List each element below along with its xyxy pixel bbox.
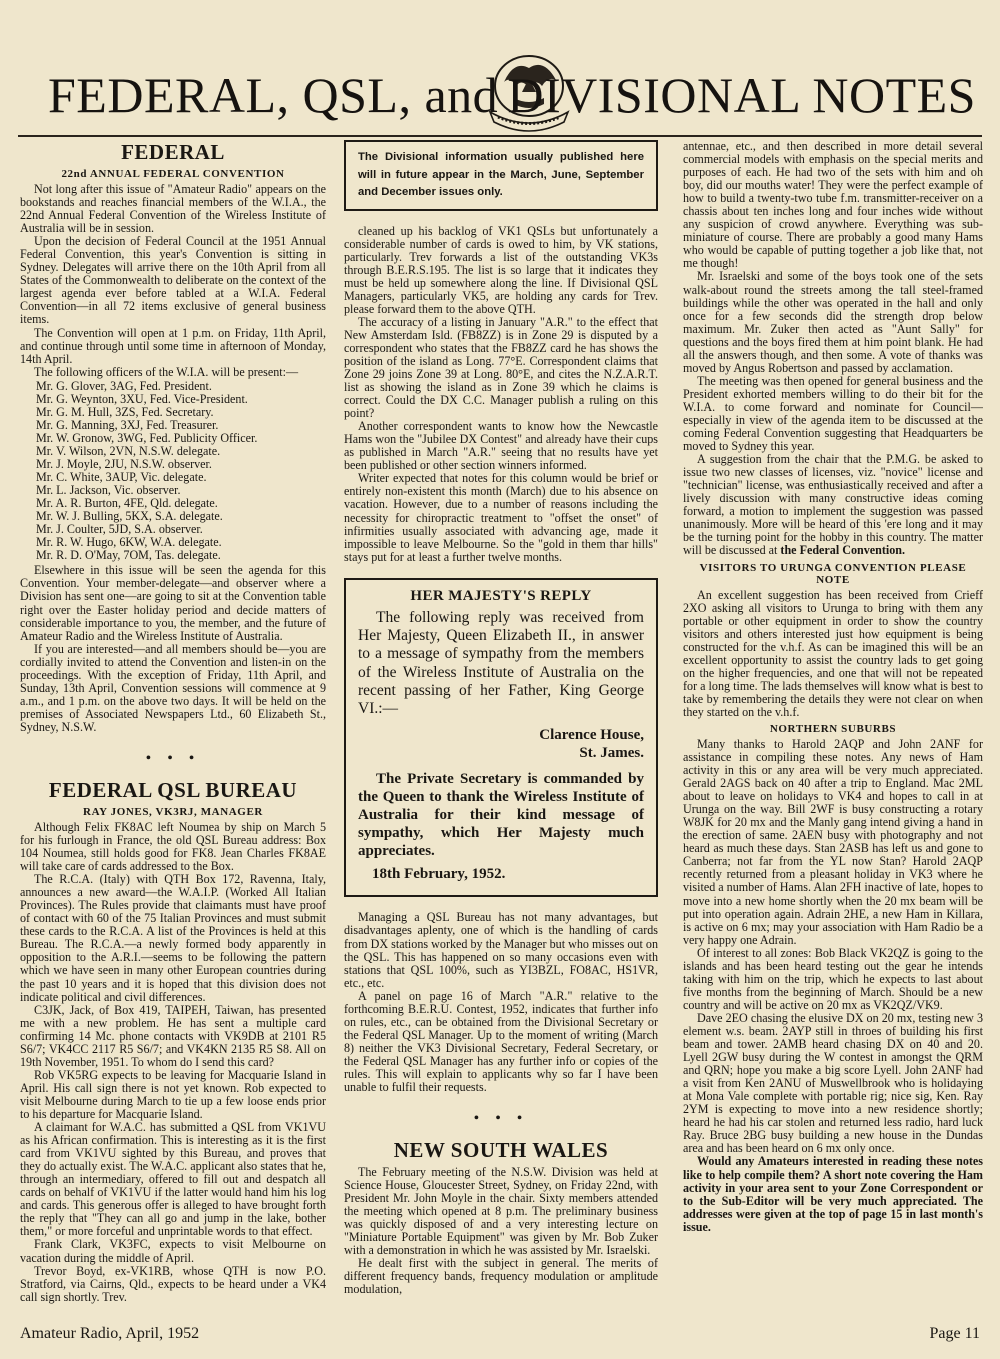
footer-page-number: Page 11 [929,1325,980,1342]
her-majestys-reply-heading: HER MAJESTY'S REPLY [410,587,592,604]
officer-item: Mr. G. Manning, 3XJ, Fed. Treasurer. [36,417,219,432]
paragraph: The February meeting of the N.S.W. Division was held at Science House, Gloucester Street, Sydney, on Friday 22nd, with President Mr. John Moyle in the chair. Sixty members attended the meeting which opened at 8 p.m. The preliminary business was quickly disposed of and a very interesting lecture on "Miniature Portable Equipment" was given by Mr. Bob Zuker with a demonstration in which he was assisted by Mr. Israelski. [344,1165,658,1258]
paragraph-text: A suggestion from the chair that the P.M.G. be asked to issue two new classes of licenses, viz. "novice" license and "technician" license, was enthusiastically received and after a lively discussion with many constructive ideas coming forward, a motion to implement the suggestion was passed unanimously. More will be heard of this 'ere long and it may be the turning point for the hobby in this country. The matter will be discussed at [683,452,983,558]
qsl-bureau-subheading: RAY JONES, VK3RJ, MANAGER [83,805,263,818]
officer-item: Mr. A. R. Burton, 4FE, Qld. delegate. [36,496,218,511]
paragraph: He dealt first with the subject in general. The merits of different frequency bands, frequency modulation or amplitude modulation, [344,1256,658,1297]
paragraph: Mr. Israelski and some of the boys took one of the sets walk-about round the streets among the tall steel-framed buildings while the other was operated in the hall and only once for a few seconds did the strength drop below maximum. Mr. Zuker then acted as "Aunt Sally" for questions and the boys fired them at him point blank. He had all the answers though, and then some. A vote of thanks was moved by Angus Robertson and passed by acclamation. [683,269,983,375]
column-1 [20,140,326,1320]
paragraph: Not long after this issue of "Amateur Radio" appears on the bookstands and reaches financial members of the W.I.A., the 22nd Annual Federal Convention of the Wireless Institute of Australia will be in session. [20,182,326,236]
paragraph: Frank Clark, VK3FC, expects to visit Melbourne on vacation during the middle of April. [20,1237,326,1265]
reply-address [358,726,644,762]
officer-item: Mr. G. Glover, 3AG, Fed. President. [36,378,212,393]
emphasis-text: the Federal Convention. [780,543,906,558]
column-3 [683,140,983,1320]
reply-address-line: St. James. [579,745,644,762]
paragraph: Trevor Boyd, ex-VK1RB, whose QTH is now P.O. Stratford, via Cairns, Qld., expects to be heard under a VK4 call sign shortly. Trev. [20,1263,326,1304]
paragraph [683,453,983,557]
paragraph: A panel on page 16 of March "A.R." relative to the forthcoming B.E.R.U. Contest, 1952, indicates that further info on rules, etc., can be obtained from the Divisional Secretary or the Federal QSL Manager. Up to the moment of writing (March 8) neither the VK3 Divisional Secretary, Federal Secretary, or the Federal QSL Manager has any further info or copies of the rules. This will explain to applicants why so far I have been unable to fulfil their requests. [344,988,658,1095]
section-divider: • • • [145,749,201,767]
paragraph: An excellent suggestion has been received from Crieff 2XO asking all visitors to Urunga to bring with them any portable or other equipment in order to show the country visitors and others interested just how equipment is being constructed for the v.h.f. As can be imagined this will be an excellent opportunity to assist the country lads to get going on the higher frequencies, and one that will not be repeated for a long time. The lads themselves will know what is best to take by remembering the details they were not clear on when they started on the v.h.f. [683,587,983,719]
paragraph: Of interest to all zones: Bob Black VK2QZ is going to the islands and has been heard testing out the gear he intends taking with him on the trip, which he expects to last about five months from the beginning of March. Should be a new country and will be active on 20 mx as VK2QZ/VK9. [683,945,983,1012]
reply-date: 18th February, 1952. [372,866,506,883]
paragraph: Many thanks to Harold 2AQP and John 2ANF for assistance in compiling these notes. Any news of Ham activity in this or any area will be very much appreciated. Gerald 2AGS back on 40 after a trip to England. Mac 2ML about to leave on holidays to VK4 and hopes to call in at Urunga on the way. Bill 2WF is busy constructing a rotary W8JK for 20 mx and the Manly gang intend giving a hand in the erection of same. 2AEN busy with photography and not heard as much these days. Stan 2ASB has left us and gone to Canberra; not far from the YL now Stan? Harold 2AQP recently returned from a pleasant holiday in VK3 where he visited a number of Hams. Alan 2FH inactive of late, hopes to move into a new home shortly when the 20 mx beam will be put into operation again. Adrain 2HE, a new Ham in Killara, is active on 6 mx; may your association with Ham Radio be a very happy one Adrain. [683,736,983,947]
paragraph: cleaned up his backlog of VK1 QSLs but unfortunately a considerable number of cards is owed to him, by VK stations, particularly. Trev forwards a list of the outstanding VK3s through B.E.R.S.195. The list is so large that it indicates they must be held up somewhere along the line. If Divisional QSL Managers, particularly VK5, are holding any cards for Trev. please forward them to the above QTH. [344,223,658,316]
paragraph: antennae, etc., and then described in more detail several commercial models with emphasis on the special merits and purposes of each. He had two of the sets with him and oh boy, did our mouths water! They were the perfect example of how to build a twenty-two tube f.m. transmitter-receiver on a chassis about ten inches long and four inches wide without any suspicion of crowd anywhere. Everything was sub-miniature of course. There are probably a good many Hams who would be capable of putting together a job like that, not me though! [683,140,983,271]
officer-item: Mr. C. White, 3AUP, Vic. delegate. [36,470,207,485]
divisional-notice-box: The Divisional information usually published here will in future appear in the March, June, September and December issues only. [344,140,658,211]
paragraph: The Convention will open at 1 p.m. on Friday, 11th April, and continue through until some time in afternoon of Monday, 14th April. [20,325,326,366]
paragraph: Another correspondent wants to know how the Newcastle Hams won the "Jubilee DX Contest" and already have their cups as published in March "A.R." seeing that no results have yet been published or other section winners informed. [344,419,658,473]
paragraph: Managing a QSL Bureau has not many advantages, but disadvantages aplenty, one of which is the handling of cards from DX stations worked by the Manager but who misses out on the QSL. This has happened on so many occasions even with stations that QSL 100%, such as YI3BZL, FO8AC, HS1VR, etc., etc. [344,910,658,990]
reply-message: The Private Secretary is commanded by the Queen to thank the Wireless Institute of Australia for their kind message of sympathy, which Her Majesty much appreciates. [358,771,644,860]
paragraph: Elsewhere in this issue will be seen the agenda for this Convention. Your member-delegate—and observer where a Division has sent one—are going to sit at the Convention table right over the Easter holiday period and decide matters of considerable importance to you, the member, and the future of Amateur Radio and the Wireless Institute of Australia. [20,563,326,643]
paragraph: The meeting was then opened for general business and the President exhorted members willing to do their bit for the W.I.A. to come forward and nominate for Council—especially in view of the agenda item to be discussed at the coming Federal Convention suggesting that Headquarters be moved to Sydney this year. [683,373,983,454]
paragraph: Dave 2EO chasing the elusive DX on 20 mx, testing new 3 element w.s. beam. 2AYP still in throes of building his first beam and tower. 2AMB heard chasing DX on 40 and 20. Lyell 2GW busy during the W contest in amongst the QRM and QRN; hope you make a big score Lyell. John 2ANF had a visit from Ken 2ANU of Muswellbrook who is holidaying at Mona Vale complete with portable rig; nice sig, Ken. Ray 2YM is expecting to move into a new residence shortly; heard he had his car stolen and returned less radio, hard luck Ray. Bruce 2BG busy building a new house in the Dundas area and has been heard on 6 mx only once. [683,1010,983,1156]
paragraph: The following officers of the W.I.A. will be present:— [34,364,299,379]
masthead-title-right: DIVISIONAL NOTES [507,67,976,123]
officer-item: Mr. W. Gronow, 3WG, Fed. Publicity Officer. [36,430,258,445]
reply-address-line: Clarence House, [539,727,644,744]
paragraph: A claimant for W.A.C. has submitted a QSL from VK1VU as his African confirmation. This is interesting as it is the first card from VK1VU sighted by this Bureau, and proves that they do actually exist. The W.A.C. applicant also states that he, through an intermediary, offered to fill out and despatch all cards on behalf of VK1VU if the latter would hand him his log and cards. This generous offer is alleged to have brought forth the reply that "They can all go and jump in the lake, bother them," or more forceful and unprintable words to that effect. [20,1120,326,1239]
officer-item: Mr. W. J. Bulling, 5KX, S.A. delegate. [36,509,223,524]
paragraph: C3JK, Jack, of Box 419, TAIPEH, Taiwan, has presented me with a new problem. He has sent a multiple card confirming 14 Mc. phone contacts with VK9DB at 2101 R5 S6/7; VK4CC 2117 R5 S6/7; and VK4KN 2135 R5 S8. All on 19th November, 1951. To whom do I send this card? [20,1002,326,1069]
qsl-bureau-heading: FEDERAL QSL BUREAU [48,777,298,802]
masthead-rule [18,135,982,137]
visitors-heading: VISITORS TO URUNGA CONVENTION PLEASE NOTE [699,561,967,586]
paragraph: Upon the decision of Federal Council at the 1951 Annual Federal Convention, this year's Convention is sitting in Sydney. Delegates will arrive there on the 10th April from all States of the Commonwealth to deliberate on the context of the largest agenda ever before tabled at a W.I.A. Federal Convention—in all 72 items exclusive of general business items. [20,234,326,327]
paragraph: If you are interested—and all members should be—you are cordially invited to attend the Convention and listen-in on the proceedings. With the exception of Friday, 11th April, and Sunday, 13th April, Convention sessions will commence at 9 a.m., and 1 p.m. on the above two days. It will be held on the premises of Associated Newspapers Ltd., 60 Elizabeth St., Sydney, N.S.W. [20,641,326,734]
officer-item: Mr. R. D. O'May, 7OM, Tas. delegate. [36,548,221,563]
federal-heading: FEDERAL [121,140,225,164]
paragraph: Although Felix FK8AC left Noumea by ship on March 5 for his furlough in France, the old QSL Bureau address: Box 104 Noumea, still holds good for FK8. Jean Charles FK8AE will take care of cards addressed to the Box. [20,819,326,874]
officer-item: Mr. G. M. Hull, 3ZS, Fed. Secretary. [36,404,214,419]
nsw-heading: NEW SOUTH WALES [393,1138,609,1163]
paragraph: The accuracy of a listing in January "A.R." to the effect that New Amsterdam Isld. (FB8ZZ) is in Zone 29 is disputed by a correspondent who states that the FB8ZZ card he has shows the position of the island as Long. 77°E. Correspondent claims that Zone 29 joins Zone 39 at Long. 80°E, and cites the N.Z.A.R.T. list as showing the island as in Zone 39 which he claims is correct. Could the DX C.C. Manager publish a ruling on this point? [344,314,658,421]
northern-suburbs-heading: NORTHERN SUBURBS [769,722,897,735]
paragraph-appeal: Would any Amateurs interested in reading these notes like to help compile them? A short note covering the Ham activity in your area sent to your Zone Correspondent or to the Sub-Editor will be very much appreciated. The addresses were given at the top of page 15 in last month's issue. [683,1154,983,1234]
paragraph: Rob VK5RG expects to be leaving for Macquarie Island in April. His call sign there is not yet known. Rob expected to visit Melbourne during March to tie up a few loose ends prior to his departure for Macquarie Island. [20,1067,326,1121]
federal-subheading: 22nd ANNUAL FEDERAL CONVENTION [61,168,285,180]
masthead [18,42,982,134]
officer-item: Mr. V. Wilson, 2VN, N.S.W. delegate. [36,443,221,458]
paragraph: The R.C.A. (Italy) with QTH Box 172, Ravenna, Italy, announces a new award—the W.A.I.P. (Worked All Italian Provinces). The Rules provide that claimants must have proof of contact with 60 of the 75 Italian Provinces and must submit these cards to the R.C.A. A list of the Provinces is held at this Bureau. The R.C.A.—a newly formed body apparently in opposition to the A.R.I.—seems to be following the pattern which we have seen in many other European countries during the past 10 years and it is hoped that this division does not indicate political and civil differences. [20,872,326,1004]
paragraph: Writer expected that notes for this column would be brief or entirely non-existent this month (March) due to his absence on vacation. However, due to a number of reasons including the necessity for chiropractic treatment to "offset the onset" of infirmities usually associated with advancing age, made it impossible to leave Melbourne. So the "gold in them thar hills" stays put for at least a further twelve months. [344,471,658,564]
her-majestys-reply-lead: The following reply was received from Her Majesty, Queen Elizabeth II., in answer to a message of sympathy from the members of the Wireless Institute of Australia on the recent passing of her Father, King George VI.:— [358,608,644,718]
column-2 [344,140,658,1320]
her-majestys-reply-box [344,578,658,898]
masthead-title-left: FEDERAL, QSL, and [48,67,499,123]
officer-item: Mr. J. Moyle, 2JU, N.S.W. observer. [36,456,212,471]
officer-item: Mr. G. Weynton, 3XU, Fed. Vice-President. [36,391,248,406]
section-divider: • • • [473,1110,529,1128]
footer-publication: Amateur Radio, April, 1952 [20,1325,200,1342]
officers-list [36,380,326,563]
officer-item: Mr. L. Jackson, Vic. observer. [36,483,181,498]
officer-item: Mr. J. Coulter, 5JD, S.A. observer. [36,522,203,537]
officer-item: Mr. R. W. Hugo, 6KW, W.A. delegate. [36,535,222,550]
